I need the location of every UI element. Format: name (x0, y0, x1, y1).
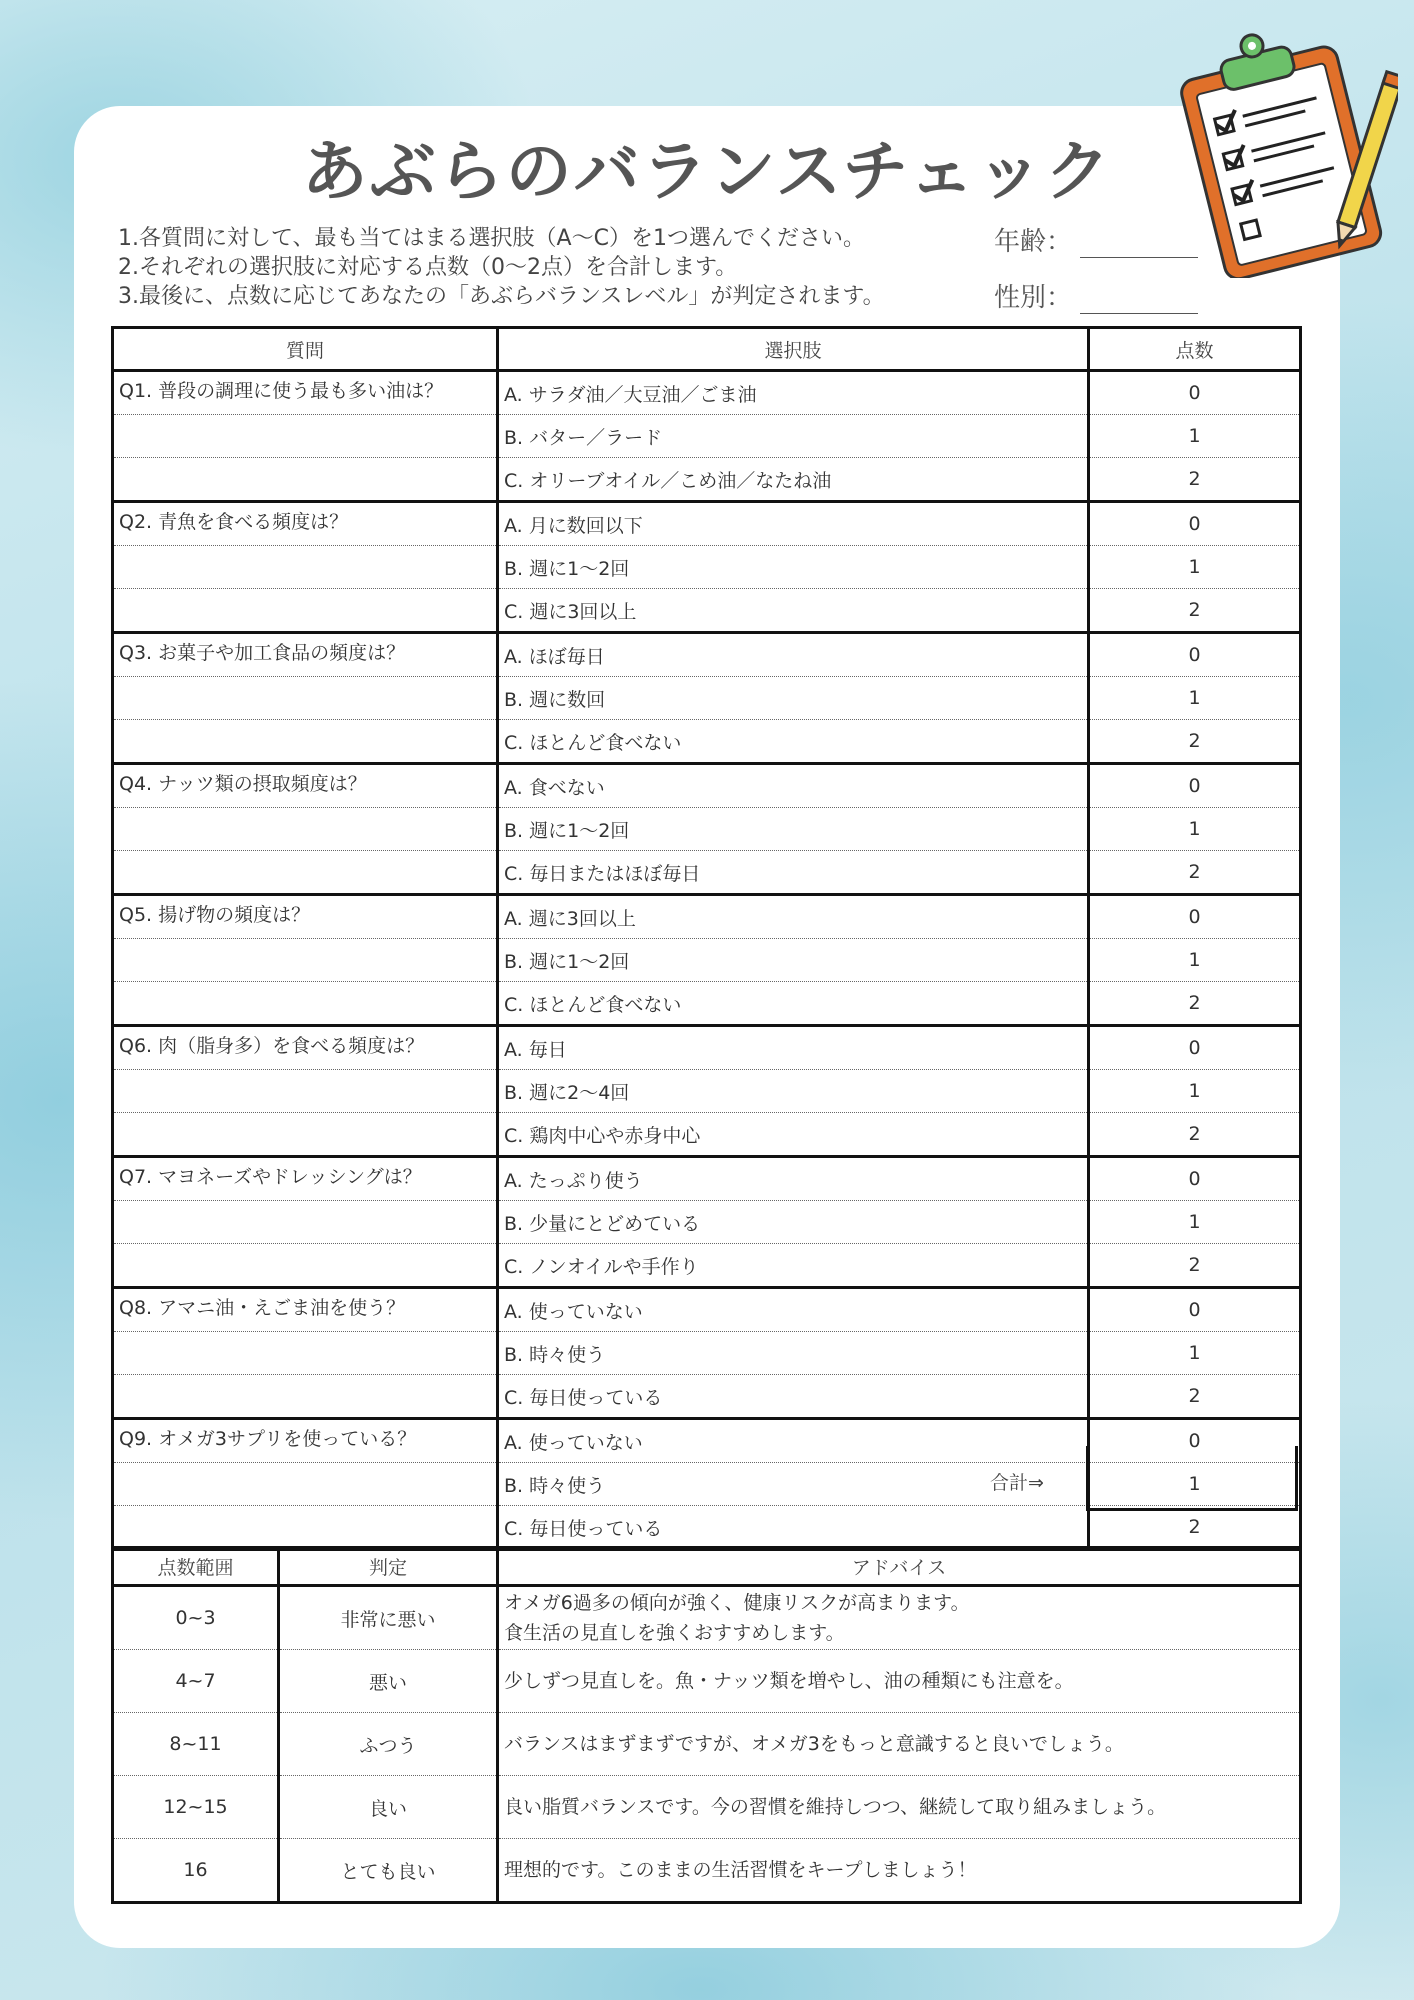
option-score: 0 (1089, 1026, 1301, 1070)
option-text[interactable]: B. 週に1～2回 (498, 808, 1089, 851)
advice-line: 食生活の見直しを強くおすすめします。 (504, 1622, 845, 1644)
total-label: 合計⇒ (990, 1472, 1044, 1494)
option-row[interactable] (113, 1026, 1301, 1070)
option-text[interactable]: B. 少量にとどめている (498, 1201, 1089, 1244)
option-text[interactable]: C. 毎日使っている (498, 1506, 1089, 1550)
advice-line: バランスはまずまずですが、オメガ3をもっと意識すると良いでしょう。 (504, 1733, 1124, 1755)
verdict: とても良い (279, 1839, 498, 1903)
option-score: 0 (1089, 1419, 1301, 1463)
judgement-row (113, 1586, 1301, 1650)
option-text[interactable]: B. 週に数回 (498, 677, 1089, 720)
judgement-row (113, 1839, 1301, 1903)
option-row[interactable] (113, 808, 1301, 851)
question-cell-empty (113, 851, 498, 895)
question-cell-empty (113, 1506, 498, 1550)
question-cell-empty (113, 1463, 498, 1506)
gender-input-line[interactable] (1080, 283, 1198, 314)
option-score: 1 (1089, 808, 1301, 851)
option-text[interactable]: C. 毎日またはほぼ毎日 (498, 851, 1089, 895)
option-row[interactable] (113, 1375, 1301, 1419)
judgement-row (113, 1713, 1301, 1776)
question-cell-empty (113, 1201, 498, 1244)
score-range: 8~11 (113, 1713, 279, 1776)
option-score: 2 (1089, 982, 1301, 1026)
option-row[interactable] (113, 1113, 1301, 1157)
option-score: 1 (1089, 939, 1301, 982)
question-table-header (113, 328, 1301, 371)
option-row[interactable] (113, 1332, 1301, 1375)
option-score: 0 (1089, 502, 1301, 546)
advice (498, 1713, 1301, 1776)
advice (498, 1586, 1301, 1650)
question-cell-empty (113, 1375, 498, 1419)
option-row[interactable] (113, 546, 1301, 589)
option-score: 1 (1089, 1201, 1301, 1244)
instruction-line: 2.それぞれの選択肢に対応する点数（0～2点）を合計します。 (118, 255, 738, 280)
advice (498, 1650, 1301, 1713)
header-options: 選択肢 (498, 328, 1089, 371)
header-verdict: 判定 (279, 1548, 498, 1586)
age-label: 年齢： (994, 227, 1073, 257)
question-cell-empty (113, 1070, 498, 1113)
header-advice: アドバイス (498, 1548, 1301, 1586)
option-row[interactable] (113, 677, 1301, 720)
instruction-line: 3.最後に、点数に応じてあなたの「あぶらバランスレベル」が判定されます。 (118, 284, 885, 309)
option-score: 1 (1089, 1463, 1301, 1506)
option-row[interactable] (113, 851, 1301, 895)
option-text[interactable]: C. 毎日使っている (498, 1375, 1089, 1419)
option-text[interactable]: A. たっぷり使う (498, 1157, 1089, 1201)
option-text[interactable]: A. ほぼ毎日 (498, 633, 1089, 677)
question-cell-empty (113, 808, 498, 851)
advice-line: 良い脂質バランスです。今の習慣を維持しつつ、継続して取り組みましょう。 (504, 1796, 1167, 1818)
option-text[interactable]: A. 週に3回以上 (498, 895, 1089, 939)
verdict: 非常に悪い (279, 1586, 498, 1650)
clipboard-checklist-icon (1166, 18, 1398, 278)
option-text[interactable]: A. 使っていない (498, 1419, 1089, 1463)
option-score: 1 (1089, 415, 1301, 458)
judgement-row (113, 1650, 1301, 1713)
option-row[interactable] (113, 458, 1301, 502)
question-text: Q5. 揚げ物の頻度は？ (113, 895, 498, 939)
option-score: 0 (1089, 895, 1301, 939)
option-row[interactable] (113, 895, 1301, 939)
header-score: 点数 (1089, 328, 1301, 371)
advice-line: オメガ6過多の傾向が強く、健康リスクが高まります。 (504, 1592, 970, 1614)
option-text[interactable]: A. 食べない (498, 764, 1089, 808)
option-score: 2 (1089, 851, 1301, 895)
option-row[interactable] (113, 1157, 1301, 1201)
option-score: 2 (1089, 589, 1301, 633)
verdict: 悪い (279, 1650, 498, 1713)
gender-field[interactable] (994, 274, 1198, 314)
question-cell-empty (113, 589, 498, 633)
advice (498, 1839, 1301, 1903)
question-cell-empty (113, 415, 498, 458)
question-cell-empty (113, 1113, 498, 1157)
score-range: 12~15 (113, 1776, 279, 1839)
question-cell-empty (113, 677, 498, 720)
option-score: 2 (1089, 1244, 1301, 1288)
option-row[interactable] (113, 1288, 1301, 1332)
option-row[interactable] (113, 1201, 1301, 1244)
option-row[interactable] (113, 982, 1301, 1026)
option-score: 1 (1089, 1070, 1301, 1113)
question-cell-empty (113, 1332, 498, 1375)
question-text: Q9. オメガ3サプリを使っている？ (113, 1419, 498, 1463)
question-cell-empty (113, 720, 498, 764)
option-row[interactable] (113, 1244, 1301, 1288)
option-score: 2 (1089, 1506, 1301, 1550)
option-text[interactable]: C. オリーブオイル／こめ油／なたね油 (498, 458, 1089, 502)
gender-label: 性別： (994, 283, 1073, 313)
option-text[interactable]: B. 時々使う (498, 1463, 1089, 1506)
option-text[interactable]: C. ほとんど食べない (498, 982, 1089, 1026)
option-score: 1 (1089, 1332, 1301, 1375)
option-row[interactable] (113, 589, 1301, 633)
option-text[interactable]: B. バター／ラード (498, 415, 1089, 458)
question-text: Q7. マヨネーズやドレッシングは？ (113, 1157, 498, 1201)
option-row[interactable] (113, 939, 1301, 982)
instruction-line: 1.各質問に対して、最も当てはまる選択肢（A～C）を1つ選んでください。 (118, 226, 865, 251)
question-table (111, 326, 1302, 1551)
option-score: 0 (1089, 371, 1301, 415)
judgement-table-header (113, 1548, 1301, 1586)
header-score-range: 点数範囲 (113, 1548, 279, 1586)
score-range: 0~3 (113, 1586, 279, 1650)
verdict: ふつう (279, 1713, 498, 1776)
option-text[interactable]: A. 使っていない (498, 1288, 1089, 1332)
header-question: 質問 (113, 328, 498, 371)
option-score: 0 (1089, 1157, 1301, 1201)
option-row[interactable] (113, 764, 1301, 808)
option-text[interactable]: C. ノンオイルや手作り (498, 1244, 1089, 1288)
score-range: 16 (113, 1839, 279, 1903)
option-score: 0 (1089, 633, 1301, 677)
option-text[interactable]: C. 鶏肉中心や赤身中心 (498, 1113, 1089, 1157)
option-text[interactable]: B. 週に2～4回 (498, 1070, 1089, 1113)
judgement-table (111, 1546, 1302, 1904)
option-row[interactable] (113, 1506, 1301, 1550)
option-row[interactable] (113, 502, 1301, 546)
option-score: 0 (1089, 1288, 1301, 1332)
judgement-row (113, 1776, 1301, 1839)
page-title: あぶらのバランスチェック (301, 133, 1113, 210)
question-text: Q4. ナッツ類の摂取頻度は？ (113, 764, 498, 808)
question-cell-empty (113, 546, 498, 589)
question-cell-empty (113, 982, 498, 1026)
instructions (118, 224, 885, 311)
option-score: 2 (1089, 1113, 1301, 1157)
option-score: 0 (1089, 764, 1301, 808)
option-score: 2 (1089, 720, 1301, 764)
score-range: 4~7 (113, 1650, 279, 1713)
option-score: 2 (1089, 1375, 1301, 1419)
advice-line: 少しずつ見直しを。魚・ナッツ類を増やし、油の種類にも注意を。 (504, 1670, 1074, 1692)
option-text[interactable]: C. ほとんど食べない (498, 720, 1089, 764)
option-row[interactable] (113, 720, 1301, 764)
verdict: 良い (279, 1776, 498, 1839)
question-text: Q3. お菓子や加工食品の頻度は？ (113, 633, 498, 677)
option-text[interactable]: C. 週に3回以上 (498, 589, 1089, 633)
option-text[interactable]: B. 時々使う (498, 1332, 1089, 1375)
option-score: 1 (1089, 677, 1301, 720)
question-text: Q6. 肉（脂身多）を食べる頻度は？ (113, 1026, 498, 1070)
question-text: Q8. アマニ油・えごま油を使う？ (113, 1288, 498, 1332)
option-text[interactable]: B. 週に1～2回 (498, 546, 1089, 589)
question-text: Q2. 青魚を食べる頻度は？ (113, 502, 498, 546)
question-cell-empty (113, 1244, 498, 1288)
advice (498, 1776, 1301, 1839)
option-score: 2 (1089, 458, 1301, 502)
option-row[interactable] (113, 371, 1301, 415)
total-score-box[interactable] (1086, 1446, 1298, 1511)
question-cell-empty (113, 458, 498, 502)
option-row[interactable] (113, 633, 1301, 677)
question-cell-empty (113, 939, 498, 982)
option-text[interactable]: A. サラダ油／大豆油／ごま油 (498, 371, 1089, 415)
option-text[interactable]: A. 月に数回以下 (498, 502, 1089, 546)
advice-line: 理想的です。このままの生活習慣をキープしましょう！ (504, 1859, 977, 1881)
option-row[interactable] (113, 415, 1301, 458)
option-score: 1 (1089, 546, 1301, 589)
option-row[interactable] (113, 1070, 1301, 1113)
option-text[interactable]: A. 毎日 (498, 1026, 1089, 1070)
option-text[interactable]: B. 週に1～2回 (498, 939, 1089, 982)
question-text: Q1. 普段の調理に使う最も多い油は？ (113, 371, 498, 415)
